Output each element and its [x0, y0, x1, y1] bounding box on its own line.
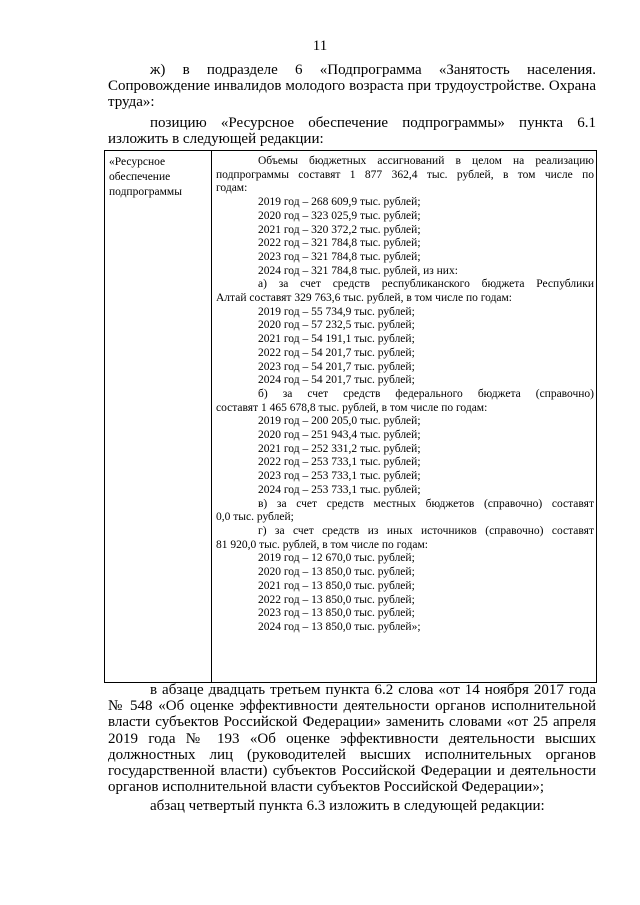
table-line: 2022 год – 54 201,7 тыс. рублей; — [258, 346, 415, 359]
table-line: 2020 год – 13 850,0 тыс. рублей; — [258, 566, 415, 579]
table-line: 2021 год – 13 850,0 тыс. рублей; — [258, 579, 415, 592]
amendment-next-paragraph: абзац четвертый пункта 6.3 изложить в следующей редакции: — [150, 798, 545, 814]
table-line: а) за счет средств республиканского бюджета Республики — [258, 278, 594, 291]
table-line: 81 920,0 тыс. рублей, в том числе по годам: — [216, 538, 428, 551]
table-left-label: «Ресурсное обеспечение подпрограммы — [109, 156, 182, 198]
table-line: 2024 год – 253 733,1 тыс. рублей; — [258, 483, 421, 496]
table-line: Алтай составят 329 763,6 тыс. рублей, в том числе по годам: — [216, 292, 512, 305]
table-line: 2020 год – 251 943,4 тыс. рублей; — [258, 429, 421, 442]
table-line: г) за счет средств из иных источников (справочно) составят — [258, 524, 594, 537]
table-line: 2020 год – 57 232,5 тыс. рублей; — [258, 319, 415, 332]
table-line: 2022 год – 13 850,0 тыс. рублей; — [258, 593, 415, 606]
table-line: Объемы бюджетных ассигнований в целом на реализацию — [258, 155, 594, 167]
table-line: 2019 год – 12 670,0 тыс. рублей; — [258, 552, 415, 565]
table-line: 2023 год – 253 733,1 тыс. рублей; — [258, 470, 421, 483]
table-line: 2021 год – 54 191,1 тыс. рублей; — [258, 333, 415, 346]
table-line: 2021 год – 252 331,2 тыс. рублей; — [258, 442, 421, 455]
table-line: годам: — [216, 182, 248, 195]
table-line: 2019 год – 200 205,0 тыс. рублей; — [258, 415, 421, 428]
table-line: 2019 год – 268 609,9 тыс. рублей; — [258, 196, 421, 209]
table-line: 2023 год – 321 784,8 тыс. рублей; — [258, 250, 421, 263]
resource-table — [104, 150, 597, 683]
table-column-divider — [211, 151, 212, 682]
table-line: 2022 год – 321 784,8 тыс. рублей; — [258, 237, 421, 250]
table-line: 2021 год – 320 372,2 тыс. рублей; — [258, 223, 421, 236]
table-line: 2024 год – 54 201,7 тыс. рублей; — [258, 374, 415, 387]
table-line: 2019 год – 55 734,9 тыс. рублей; — [258, 305, 415, 318]
table-line: 2022 год – 253 733,1 тыс. рублей; — [258, 456, 421, 469]
table-line: 2020 год – 323 025,9 тыс. рублей; — [258, 209, 421, 222]
amendment-intro-paragraph: ж) в подразделе 6 «Подпрограмма «Занятость населения. Сопровождение инвалидов молодого возраста при трудоустройстве. Охрана труда»: — [108, 62, 596, 111]
table-right-content — [216, 155, 594, 635]
table-line: 2023 год – 13 850,0 тыс. рублей; — [258, 607, 415, 620]
amendment-position-paragraph: позицию «Ресурсное обеспечение подпрограммы» пункта 6.1 изложить в следующей редакции: — [108, 115, 596, 148]
page-number: 11 — [312, 38, 328, 54]
table-line: подпрограммы составят 1 877 362,4 тыс. рублей, в том числе по — [216, 168, 594, 181]
table-line: 2023 год – 54 201,7 тыс. рублей; — [258, 360, 415, 373]
table-line: 0,0 тыс. рублей; — [216, 511, 294, 524]
table-line: 2024 год – 321 784,8 тыс. рублей, из них: — [258, 264, 458, 277]
table-line: в) за счет средств местных бюджетов (справочно) составят — [258, 497, 594, 510]
table-line: 2024 год – 13 850,0 тыс. рублей»; — [258, 620, 421, 633]
amendment-replacement-paragraph: в абзаце двадцать третьем пункта 6.2 слова «от 14 ноября 2017 года № 548 «Об оценке эффективности деятельности органов исполнительной власти субъектов Российской Федерации» заменить словами «от 25 апреля 2019 года № 193 «Об оценке эффективности деятельности высших должностных лиц (руководителей высших исполнительных органов государственной власти) субъектов Российской Федерации и деятельности органов исполнительной власти субъектов Российской Федерации»; — [108, 682, 596, 796]
table-line: б) за счет средств федерального бюджета (справочно) — [258, 387, 594, 400]
table-line: составят 1 465 678,8 тыс. рублей, в том числе по годам: — [216, 401, 488, 414]
